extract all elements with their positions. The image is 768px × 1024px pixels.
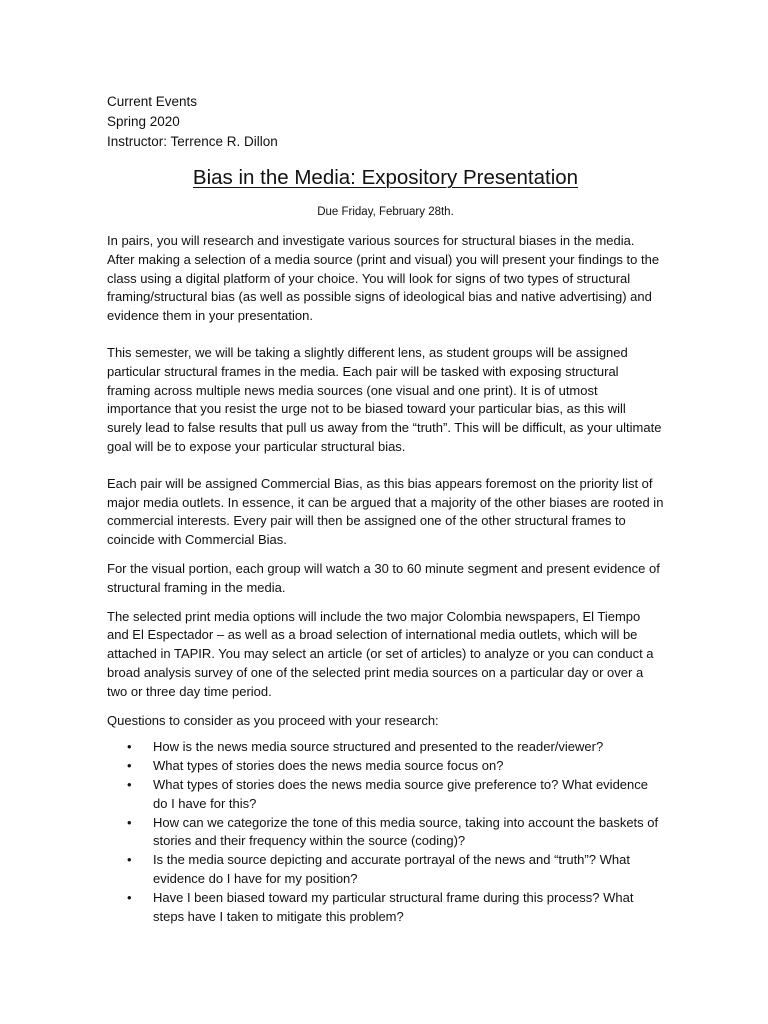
list-item (107, 851, 664, 889)
bullet-icon: • (127, 739, 132, 755)
question-text: Have I been biased toward my particular structural frame during this process? What steps have I taken to mitigate this problem? (153, 889, 634, 924)
paragraph-visual-portion: For the visual portion, each group will watch a 30 to 60 minute segment and present evidence of structural framing in the media. (107, 560, 660, 595)
list-item (107, 814, 664, 852)
due-date: Due Friday, February 28th. (317, 206, 454, 218)
list-item (107, 889, 664, 927)
question-text: How is the news media source structured and presented to the reader/viewer? (153, 739, 604, 755)
list-item (107, 757, 664, 776)
question-text: What types of stories does the news media source focus on? (153, 758, 504, 774)
bullet-icon: • (127, 852, 132, 868)
paragraph-commercial-bias: Each pair will be assigned Commercial Bias, as this bias appears foremost on the priority list of major media outlets. In essence, it can be argued that a majority of the other biases are rooted in commercial interests. Every pair will then be assigned one of the other structural frames to coincide with Commercial Bias. (107, 475, 664, 548)
questions-heading: Questions to consider as you proceed with your research: (107, 712, 439, 728)
question-text: How can we categorize the tone of this media source, taking into account the baskets of stories and their frequency within the source (coding)? (153, 814, 659, 849)
list-item (107, 776, 664, 814)
list-item (107, 738, 664, 757)
question-text: What types of stories does the news media source give preference to? What evidence do I have for this? (153, 776, 648, 811)
term: Spring 2020 (107, 114, 180, 129)
paragraph-lens: This semester, we will be taking a slightly different lens, as student groups will be assigned particular structural frames in the media. Each pair will be tasked with exposing structural framing across multiple news media sources (one visual and one print). It is of utmost importance that you resist the urge not to be biased toward your particular bias, as this will surely lead to false results that pull us away from the “truth”. This will be difficult, as your ultimate goal will be to expose your particular structural bias. (107, 344, 662, 454)
questions-list (107, 738, 664, 926)
bullet-icon: • (127, 776, 132, 792)
question-text: Is the media source depicting and accurate portrayal of the news and “truth”? What evidence do I have for my position? (153, 852, 630, 886)
bullet-icon: • (127, 814, 132, 830)
bullet-icon: • (127, 889, 132, 905)
paragraph-intro: In pairs, you will research and investigate various sources for structural biases in the media. After making a selection of a media source (print and visual) you will present your findings to the class using a digital platform of your choice. You will look for signs of two types of structural framing/structural bias (as well as possible signs of ideological bias and native advertising) and evidence them in your presentation. (107, 233, 660, 324)
course-name: Current Events (107, 94, 198, 109)
instructor: Instructor: Terrence R. Dillon (107, 134, 278, 149)
bullet-icon: • (127, 758, 132, 774)
paragraph-print-media: The selected print media options will include the two major Colombia newspapers, El Tiempo and El Espectador – as well as a broad selection of international media outlets, which will be attached in TAPIR. You may select an article (or set of articles) to analyze or you can conduct a broad analysis survey of one of the selected print media sources on a particular day or over a two or three day time period. (107, 608, 654, 699)
document-title: Bias in the Media: Expository Presentation (192, 166, 579, 189)
